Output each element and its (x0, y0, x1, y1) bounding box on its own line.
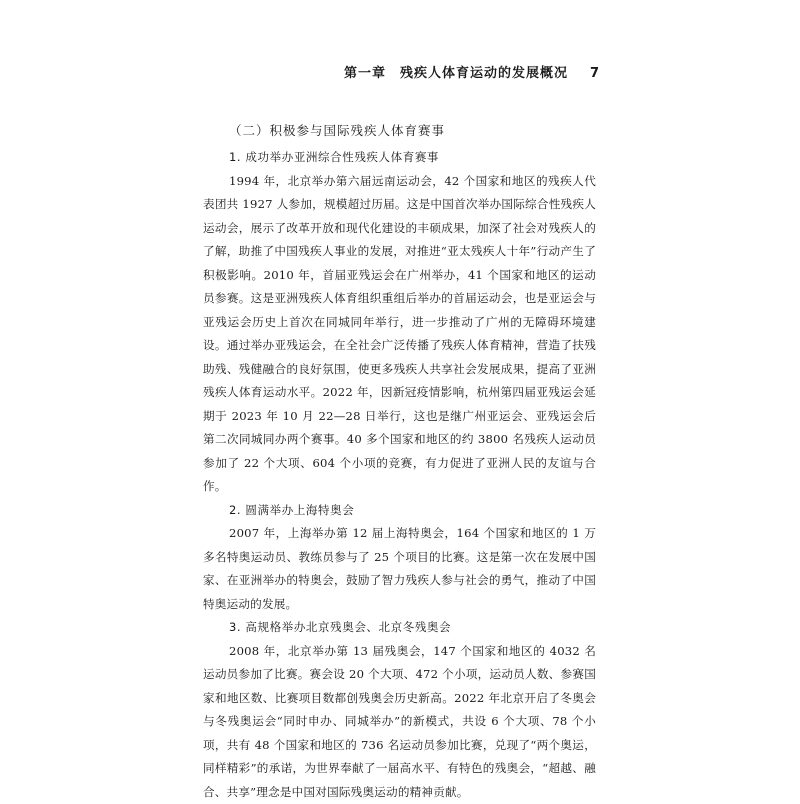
subsection-heading-3: 3. 高规格举办北京残奥会、北京冬残奥会 (229, 616, 596, 640)
subsection-paragraph-3: 2008 年，北京举办第 13 届残奥会，147 个国家和地区的 4032 名运动员参加了比赛。赛会设 20 个大项、472 个小项，运动员人数、参赛国家和地区数、比赛项目数都创残奥会历史新高。2022 年北京开启了冬奥会与冬残奥运会“同时申办、同城举办”的新模式，共设 6 个大项、78 个小项，共有 48 个国家和地区的 736 名运动员参加比赛，兑现了“两个奥运，同样精彩”的承诺，为世界奉献了一届高水平、有特色的残奥会，“超越、融合、共享”理念是中国对国际残奥运动的精神贡献。 (203, 640, 596, 804)
subsection-paragraph-1: 1994 年，北京举办第六届远南运动会，42 个国家和地区的残疾人代表团共 1927 人参加，规模超过历届。这是中国首次举办国际综合性残疾人运动会，展示了改革开放和现代化建设的丰硕成果，加深了社会对残疾人的了解，助推了中国残疾人事业的发展，对推进“亚太残疾人十年”行动产生了积极影响。2010 年，首届亚残运会在广州举办，41 个国家和地区的运动员参赛。这是亚洲残疾人体育组织重组后举办的首届运动会，也是亚运会与亚残运会历史上首次在同城同年举行，进一步推动了广州的无障碍环境建设。通过举办亚残运会，在全社会广泛传播了残疾人体育精神，营造了扶残助残、残健融合的良好氛围，使更多残疾人共享社会发展成果，提高了亚洲残疾人体育运动水平。2022 年，因新冠疫情影响，杭州第四届亚残运会延期于 2023 年 10 月 22—28 日举行，这也是继广州亚运会、亚残运会后第二次同城同办两个赛事。40 多个国家和地区的约 3800 名残疾人运动员参加了 22 个大项、604 个小项的竞赛，有力促进了亚洲人民的友谊与合作。 (203, 170, 596, 499)
body-text (203, 118, 596, 804)
section-heading: （二）积极参与国际残疾人体育赛事 (229, 118, 596, 144)
subsection-heading-2: 2. 圆满举办上海特奥会 (229, 499, 596, 523)
running-header (344, 62, 600, 81)
subsection-paragraph-2: 2007 年，上海举办第 12 届上海特奥会，164 个国家和地区的 1 万多名特奥运动员、教练员参与了 25 个项目的比赛。这是第一次在发展中国家、在亚洲举办的特奥会，鼓励了智力残疾人参与社会的勇气，推动了中国特奥运动的发展。 (203, 522, 596, 616)
chapter-title: 第一章 残疾人体育运动的发展概况 (344, 66, 568, 81)
page-number: 7 (590, 66, 600, 81)
subsection-heading-1: 1. 成功举办亚洲综合性残疾人体育赛事 (229, 146, 596, 170)
